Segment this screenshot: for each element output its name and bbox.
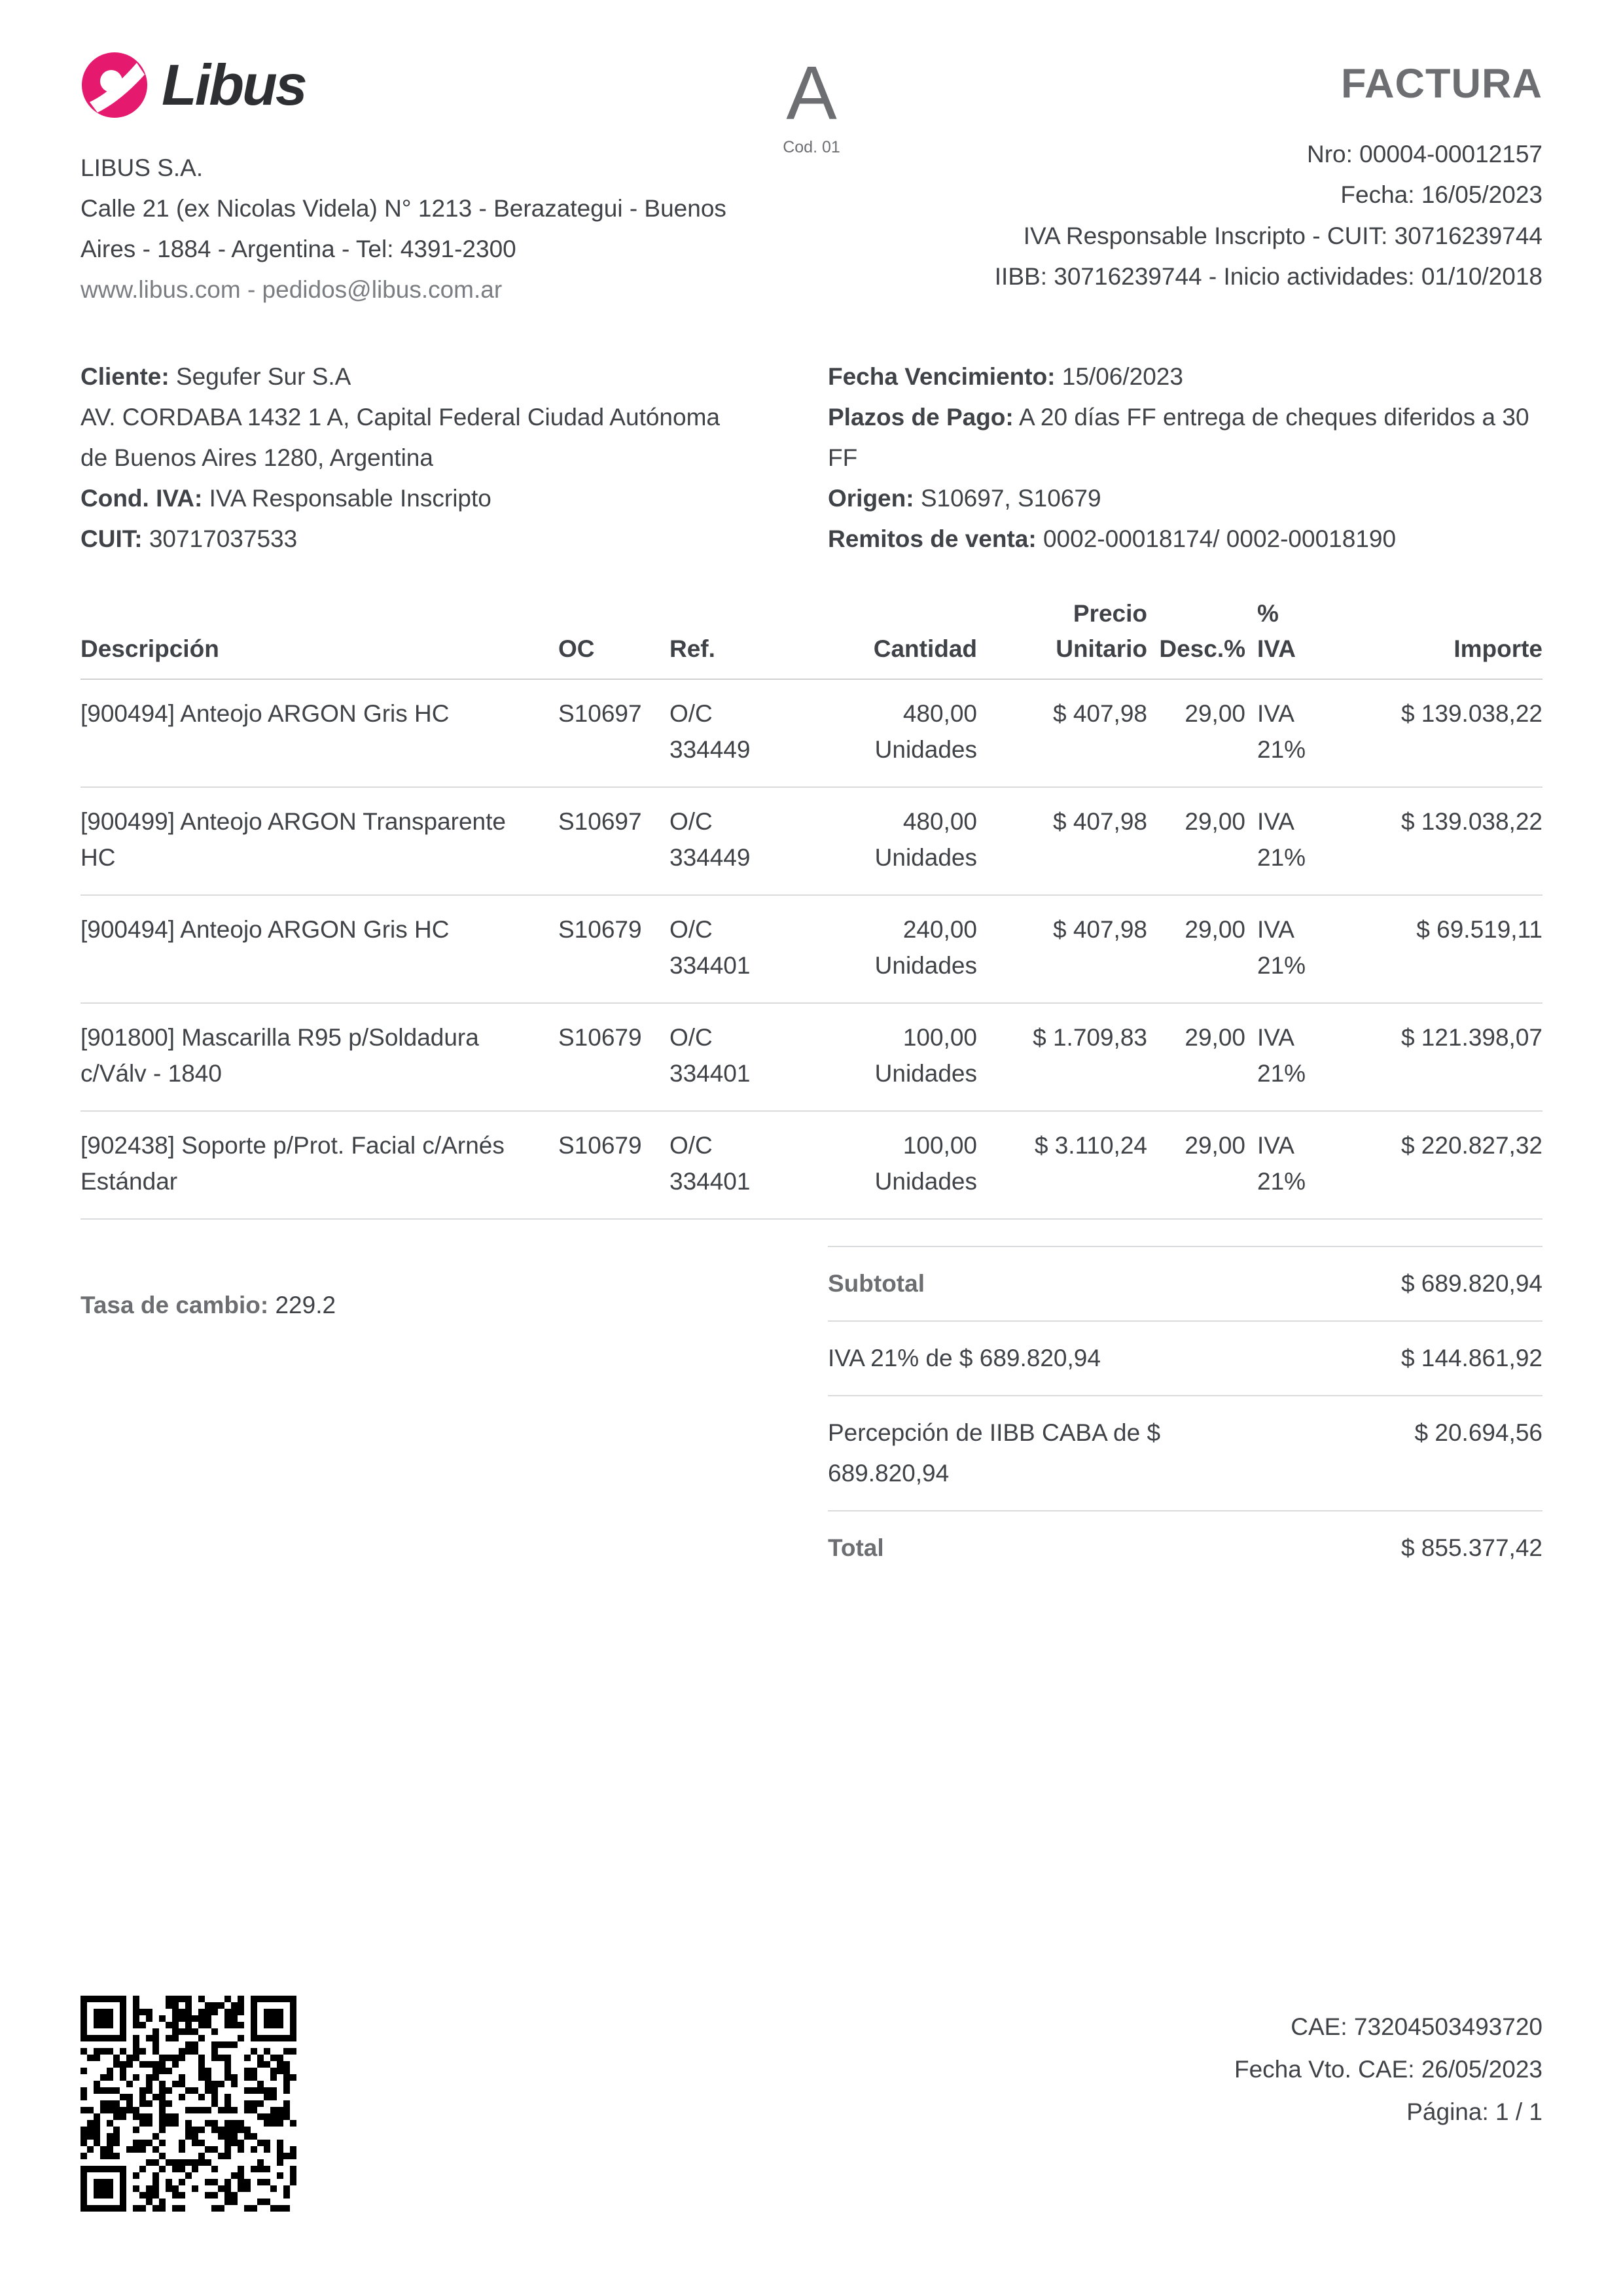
cell-oc: S10697 [558, 807, 642, 835]
exchange-rate-label: Tasa de cambio: [80, 1291, 269, 1318]
total-value: $ 855.377,42 [1400, 1534, 1543, 1562]
subtotal-row [828, 1246, 1543, 1320]
cell-cantidad: 480,00 Unidades [874, 699, 977, 764]
payment-block [828, 357, 1543, 560]
cuit-label: CUIT: [80, 525, 143, 553]
document-title: FACTURA [1341, 61, 1543, 107]
cell-iva: IVA 21% [1257, 915, 1306, 980]
exchange-rate-value: 229.2 [268, 1291, 336, 1318]
cell-precio-unitario: $ 407,98 [1052, 699, 1147, 727]
page-number: Página: 1 / 1 [1406, 2098, 1543, 2125]
invoice-letter-code: Cod. 01 [783, 138, 840, 156]
cell-iva: IVA 21% [1257, 807, 1306, 872]
cell-ref: O/C 334401 [669, 1023, 751, 1087]
table-row [80, 1111, 1543, 1219]
cell-precio-unitario: $ 407,98 [1052, 915, 1147, 943]
iva-row [828, 1320, 1543, 1395]
client-block [80, 357, 741, 560]
cell-desc-pct: 29,00 [1185, 915, 1245, 943]
cell-descripcion: [900494] Anteojo ARGON Gris HC [80, 915, 450, 943]
invoice-letter-box [783, 51, 840, 161]
remitos-line [828, 519, 1543, 559]
items-header-row [80, 596, 1543, 679]
origin-label: Origen: [828, 485, 914, 512]
cell-cantidad: 100,00 Unidades [874, 1131, 977, 1195]
cell-importe: $ 220.827,32 [1400, 1131, 1543, 1159]
iva-total-label: IVA 21% de $ 689.820,94 [828, 1344, 1101, 1371]
cell-cantidad: 240,00 Unidades [874, 915, 977, 980]
table-row [80, 895, 1543, 1003]
client-cuit-line [80, 519, 741, 559]
cell-desc-pct: 29,00 [1185, 699, 1245, 727]
cell-cantidad: 480,00 Unidades [874, 807, 977, 872]
percepcion-label: Percepción de IIBB CABA de $ 689.820,94 [828, 1419, 1161, 1487]
cell-importe: $ 139.038,22 [1400, 807, 1543, 835]
col-descripcion: Descripción [80, 635, 219, 663]
cell-iva: IVA 21% [1257, 1023, 1306, 1087]
remitos-label: Remitos de venta: [828, 525, 1037, 553]
header-right [840, 51, 1543, 297]
cell-ref: O/C 334401 [669, 915, 751, 980]
cell-descripcion: [900499] Anteojo ARGON Transparente HC [80, 807, 506, 872]
payment-terms-line [828, 397, 1543, 478]
cond-iva-value: IVA Responsable Inscripto [202, 485, 491, 512]
due-date-value: 15/06/2023 [1055, 362, 1183, 390]
company-info [80, 148, 781, 311]
col-importe: Importe [1454, 635, 1543, 663]
invoice-meta [840, 134, 1543, 297]
cell-precio-unitario: $ 3.110,24 [1034, 1131, 1147, 1159]
cell-importe: $ 139.038,22 [1400, 699, 1543, 727]
cell-desc-pct: 29,00 [1185, 1131, 1245, 1159]
invoice-number: Nro: 00004-00012157 [1306, 141, 1543, 168]
cell-descripcion: [902438] Soporte p/Prot. Facial c/Arnés Estándar [80, 1131, 505, 1195]
subtotal-value: $ 689.820,94 [1400, 1269, 1543, 1297]
cae-vto-line: Fecha Vto. CAE: 26/05/2023 [1234, 2055, 1543, 2083]
cell-ref: O/C 334449 [669, 807, 751, 872]
client-name-line [80, 357, 741, 397]
cell-oc: S10679 [558, 1131, 642, 1159]
cell-descripcion: [900494] Anteojo ARGON Gris HC [80, 699, 450, 727]
company-name: LIBUS S.A. [80, 154, 204, 181]
items-table [80, 596, 1543, 1219]
due-date-line [828, 357, 1543, 397]
subtotal-label: Subtotal [828, 1269, 925, 1297]
company-address: Calle 21 (ex Nicolas Videla) N° 1213 - Berazategui - Buenos Aires - 1884 - Argentina - Tel: 4391-2300 [80, 195, 726, 263]
origin-value: S10697, S10679 [914, 485, 1101, 512]
cell-desc-pct: 29,00 [1185, 807, 1245, 835]
table-row [80, 787, 1543, 895]
payment-terms-label: Plazos de Pago: [828, 403, 1014, 431]
col-desc-pct: Desc.% [1159, 635, 1245, 663]
cell-desc-pct: 29,00 [1185, 1023, 1245, 1051]
payment-terms-value: A 20 días FF entrega de cheques diferidos a 30 FF [828, 403, 1529, 471]
cell-cantidad: 100,00 Unidades [874, 1023, 977, 1087]
invoice-date: Fecha: 16/05/2023 [1340, 181, 1543, 209]
remitos-value: 0002-00018174/ 0002-00018190 [1036, 525, 1397, 553]
cell-iva: IVA 21% [1257, 1131, 1306, 1195]
percepcion-row [828, 1395, 1543, 1510]
origin-line [828, 478, 1543, 519]
iva-total-value: $ 144.861,92 [1400, 1344, 1543, 1371]
invoice-iibb-line: IIBB: 30716239744 - Inicio actividades: 01/10/2018 [994, 262, 1543, 290]
table-row [80, 679, 1543, 787]
col-ref: Ref. [669, 635, 715, 663]
col-oc: OC [558, 635, 595, 663]
cell-oc: S10679 [558, 915, 642, 943]
brand [80, 51, 783, 119]
parties-section [80, 357, 1543, 560]
cell-descripcion: [901800] Mascarilla R95 p/Soldadura c/Válv - 1840 [80, 1023, 479, 1087]
cell-ref: O/C 334401 [669, 1131, 751, 1195]
cell-oc: S10679 [558, 1023, 642, 1051]
col-iva: % IVA [1257, 600, 1296, 663]
qr-code [80, 1996, 296, 2212]
cell-precio-unitario: $ 407,98 [1052, 807, 1147, 835]
cond-iva-label: Cond. IVA: [80, 485, 203, 512]
cell-oc: S10697 [558, 699, 642, 727]
table-row [80, 1003, 1543, 1111]
invoice-iva-line: IVA Responsable Inscripto - CUIT: 30716239744 [1023, 222, 1543, 249]
total-label: Total [828, 1534, 884, 1562]
cell-ref: O/C 334449 [669, 699, 751, 764]
percepcion-value: $ 20.694,56 [1414, 1419, 1543, 1446]
items-body [80, 679, 1543, 1219]
cell-precio-unitario: $ 1.709,83 [1033, 1023, 1147, 1051]
cae-line: CAE: 73204503493720 [1291, 2013, 1543, 2040]
col-precio-unitario: Precio Unitario [1056, 600, 1147, 663]
footer-info [1234, 2006, 1543, 2133]
client-label: Cliente: [80, 362, 169, 390]
client-cond-iva-line [80, 478, 741, 519]
col-cantidad: Cantidad [873, 635, 977, 663]
header [80, 51, 1543, 311]
libus-logo-icon [80, 51, 149, 119]
cell-iva: IVA 21% [1257, 699, 1306, 764]
totals-section [828, 1246, 1543, 1585]
cell-importe: $ 121.398,07 [1400, 1023, 1543, 1051]
client-name: Segufer Sur S.A [169, 362, 351, 390]
client-address: AV. CORDABA 1432 1 A, Capital Federal Ciudad Autónoma de Buenos Aires 1280, Argentina [80, 403, 720, 471]
cell-importe: $ 69.519,11 [1416, 915, 1543, 943]
invoice-letter: A [786, 50, 837, 135]
company-contact-link: www.libus.com - pedidos@libus.com.ar [80, 276, 503, 304]
logo-text: Libus [162, 52, 306, 117]
exchange-rate-line [80, 1285, 336, 1326]
total-row [828, 1510, 1543, 1585]
due-date-label: Fecha Vencimiento: [828, 362, 1056, 390]
summary-section [80, 1220, 1543, 1585]
header-left [80, 51, 783, 311]
cuit-value: 30717037533 [142, 525, 298, 553]
